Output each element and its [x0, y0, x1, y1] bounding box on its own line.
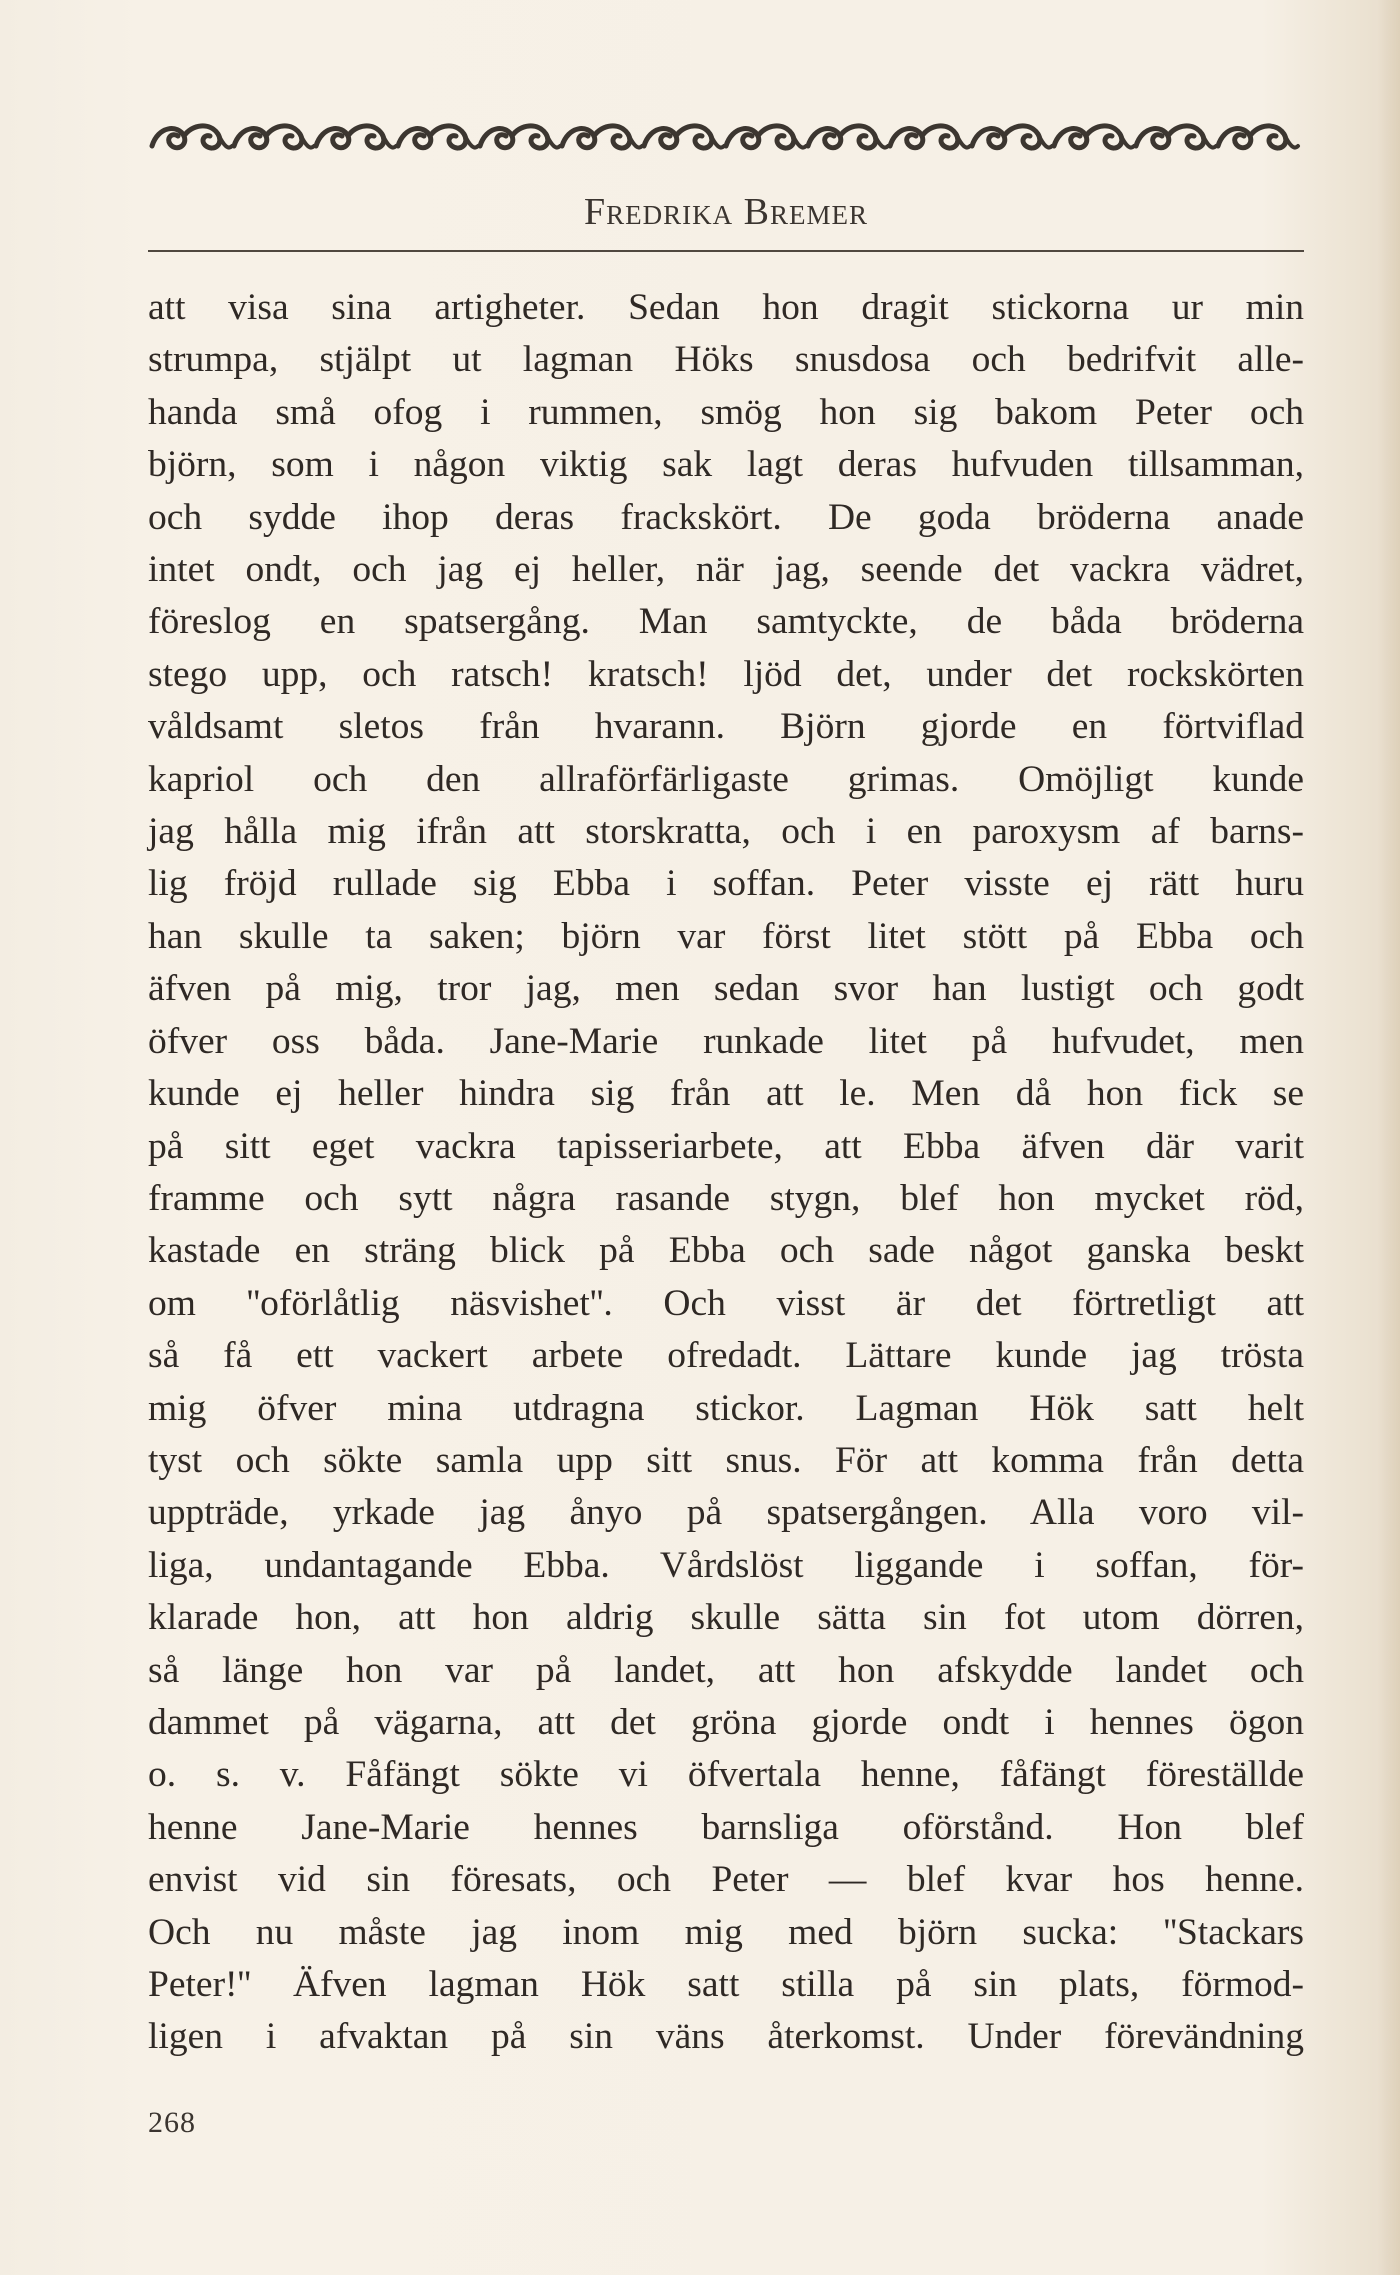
text-line: Peter!'' Äfven lagman Hök satt stilla på sin plats, förmod- [148, 1964, 1304, 2005]
page-number: 268 [148, 2106, 196, 2139]
text-line: kapriol och den allraförfärligaste grimas. Omöjligt kunde [148, 758, 1304, 800]
text-line: framme och sytt några rasande stygn, blef hon mycket röd, [148, 1177, 1304, 1219]
text-line: dammet på vägarna, att det gröna gjorde ondt i hennes ögon [148, 1701, 1304, 1743]
text-line: jag hålla mig ifrån att storskratta, och i en paroxysm af barns- [148, 811, 1304, 853]
text-line: o. s. v. Fåfängt sökte vi öfvertala henne, fåfängt föreställde [148, 1754, 1304, 1796]
header-rule [148, 250, 1304, 252]
text-line: ligen i afvaktan på sin väns återkomst. Under förevändning [148, 2016, 1304, 2058]
text-line: klarade hon, att hon aldrig skulle sätta sin fot utom dörren, [148, 1597, 1304, 1639]
text-line: öfver oss båda. Jane-Marie runkade litet på hufvudet, men [148, 1020, 1304, 1062]
text-line: han skulle ta saken; björn var först litet stött på Ebba och [148, 915, 1304, 957]
decorative-scroll-border-icon [148, 116, 1304, 160]
running-head: Fredrika Bremer [584, 191, 868, 233]
text-line: att visa sina artigheter. Sedan hon dragit stickorna ur min [148, 287, 1304, 328]
text-line: handa små ofog i rummen, smög hon sig bakom Peter och [148, 391, 1304, 433]
text-line: liga, undantagande Ebba. Vårdslöst liggande i soffan, för- [148, 1544, 1304, 1586]
text-line: Och nu måste jag inom mig med björn sucka: ''Stackars [148, 1911, 1304, 1953]
text-line: så länge hon var på landet, att hon afskydde landet och [148, 1649, 1304, 1691]
text-line: på sitt eget vackra tapisseriarbete, att Ebba äfven där varit [148, 1125, 1304, 1167]
text-line: lig fröjd rullade sig Ebba i soffan. Peter visste ej rätt huru [148, 863, 1304, 905]
text-line: intet ondt, och jag ej heller, när jag, seende det vackra vädret, [148, 549, 1304, 591]
text-line: stego upp, och ratsch! kratsch! ljöd det, under det rockskörten [148, 653, 1304, 695]
text-line: mig öfver mina utdragna stickor. Lagman Hök satt helt [148, 1387, 1304, 1429]
text-line: om ''oförlåtlig näsvishet''. Och visst är det förtretligt att [148, 1282, 1304, 1324]
text-line: kastade en sträng blick på Ebba och sade något ganska beskt [148, 1230, 1304, 1272]
text-line: uppträde, yrkade jag ånyo på spatsergången. Alla voro vil- [148, 1492, 1304, 1534]
text-line: och sydde ihop deras frackskört. De goda bröderna anade [148, 496, 1304, 538]
text-line: björn, som i någon viktig sak lagt deras hufvuden tillsamman, [148, 444, 1304, 486]
text-line: tyst och sökte samla upp sitt snus. För att komma från detta [148, 1439, 1304, 1481]
text-line: henne Jane-Marie hennes barnsliga oförstånd. Hon blef [148, 1806, 1304, 1848]
text-line: våldsamt sletos från hvarann. Björn gjorde en förtviflad [148, 706, 1304, 748]
page-edge-shadow [1378, 0, 1400, 2275]
text-line: envist vid sin föresats, och Peter — blef kvar hos henne. [148, 1859, 1304, 1901]
text-line: föreslog en spatsergång. Man samtyckte, de båda bröderna [148, 601, 1304, 643]
body-text [148, 282, 1304, 2064]
text-line: så få ett vackert arbete ofredadt. Lättare kunde jag trösta [148, 1335, 1304, 1377]
text-line: kunde ej heller hindra sig från att le. Men då hon fick se [148, 1073, 1304, 1115]
text-line: strumpa, stjälpt ut lagman Höks snusdosa och bedrifvit alle- [148, 339, 1304, 381]
text-line: äfven på mig, tror jag, men sedan svor han lustigt och godt [148, 968, 1304, 1010]
